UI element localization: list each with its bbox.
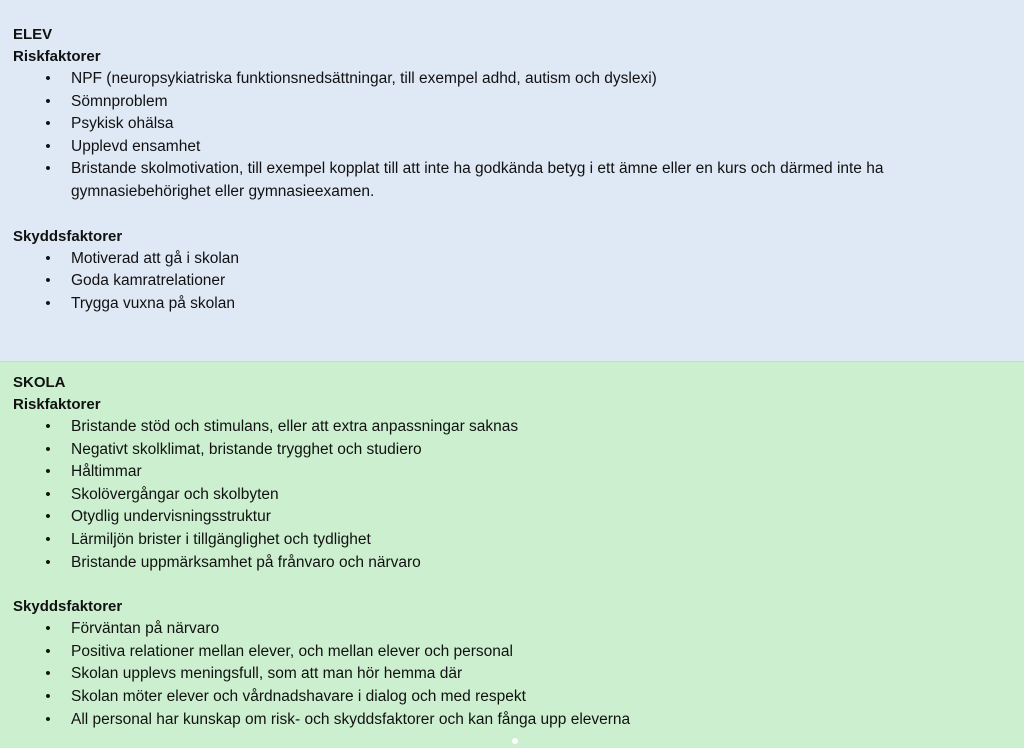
list-item [13, 270, 1024, 293]
bullet-icon: • [45, 70, 51, 87]
list-item [13, 686, 1024, 709]
list-item-text: Trygga vuxna på skolan [71, 294, 235, 312]
skola-protect-heading: Skyddsfaktorer [13, 598, 123, 616]
bullet-icon: • [45, 530, 51, 548]
list-item [13, 484, 1024, 507]
list-item-text: All personal har kunskap om risk- och skyddsfaktorer och kan fånga upp eleverna [71, 710, 631, 728]
list-item-text: Lärmiljön brister i tillgänglighet och tydlighet [71, 530, 371, 548]
skola-section [0, 362, 1024, 748]
bullet-icon: • [45, 553, 51, 571]
list-item-text: NPF (neuropsykiatriska funktionsnedsättningar, till exempel adhd, autism och dyslexi) [71, 70, 657, 87]
list-item-text: Positiva relationer mellan elever, och mellan elever och personal [71, 642, 513, 660]
list-item-text: Otydlig undervisningsstruktur [71, 508, 271, 526]
list-item [13, 529, 1024, 552]
list-item-text: Skolan upplevs meningsfull, som att man hör hemma där [71, 665, 463, 683]
elev-risk-list [13, 68, 1024, 204]
list-item-text: Skolan möter elever och vårdnadshavare i dialog och med respekt [71, 687, 526, 705]
elev-title: ELEV [13, 26, 53, 43]
bullet-icon: • [45, 137, 51, 155]
list-item [13, 641, 1024, 664]
skola-title: SKOLA [13, 374, 66, 391]
list-item [13, 552, 1024, 575]
list-item-text: Skolövergångar och skolbyten [71, 485, 279, 503]
skola-risk-list [13, 416, 1024, 574]
list-item-text: Goda kamratrelationer [71, 272, 226, 290]
list-item [13, 91, 1024, 114]
list-item [13, 293, 1024, 316]
elev-risk-heading: Riskfaktorer [13, 48, 101, 65]
list-item [13, 506, 1024, 529]
list-item [13, 113, 1024, 136]
list-item [13, 663, 1024, 686]
list-item-text: Bristande uppmärksamhet på frånvaro och närvaro [71, 553, 421, 571]
elev-protect-heading: Skyddsfaktorer [13, 227, 123, 245]
bullet-icon: • [45, 440, 51, 458]
list-item-text: Sömnproblem [71, 92, 168, 110]
bullet-icon: • [45, 92, 51, 110]
elev-section [0, 0, 1024, 362]
list-item-text: Upplevd ensamhet [71, 137, 201, 155]
elev-protect-list [13, 248, 1024, 316]
list-item [13, 248, 1024, 271]
bullet-icon: • [45, 687, 51, 705]
list-item-text: Förväntan på närvaro [71, 620, 220, 638]
list-item-text: Bristande stöd och stimulans, eller att extra anpassningar saknas [71, 418, 519, 435]
bullet-icon: • [45, 294, 51, 312]
bullet-icon: • [45, 508, 51, 526]
bullet-icon: • [45, 249, 51, 267]
bullet-icon: • [45, 710, 51, 728]
bullet-icon: • [45, 642, 51, 660]
list-item [13, 136, 1024, 159]
bullet-icon: • [45, 463, 51, 481]
bullet-icon: • [45, 272, 51, 290]
skola-protect-list [13, 618, 1024, 731]
list-item-text: Motiverad att gå i skolan [71, 249, 240, 267]
list-item [13, 618, 1024, 641]
skola-risk-heading: Riskfaktorer [13, 396, 101, 413]
list-item [13, 68, 1024, 91]
list-item [13, 439, 1024, 462]
list-item-text: Psykisk ohälsa [71, 115, 174, 133]
bullet-icon: • [45, 160, 51, 178]
bullet-icon: • [45, 620, 51, 638]
page-indicator-dot [512, 738, 518, 744]
list-item [13, 416, 1024, 439]
list-item-text: Bristande skolmotivation, till exempel kopplat till att inte ha godkända betyg i ett ämne eller en kurs och därmed inte ha gymnasiebehörighet eller gymnasieexamen. [71, 160, 884, 200]
list-item [13, 709, 1024, 732]
bullet-icon: • [45, 665, 51, 683]
list-item-text: Negativt skolklimat, bristande trygghet och studiero [71, 440, 422, 458]
list-item [13, 461, 1024, 484]
list-item-text: Håltimmar [71, 463, 142, 481]
bullet-icon: • [45, 115, 51, 133]
bullet-icon: • [45, 418, 51, 435]
bullet-icon: • [45, 485, 51, 503]
list-item [13, 158, 1024, 203]
